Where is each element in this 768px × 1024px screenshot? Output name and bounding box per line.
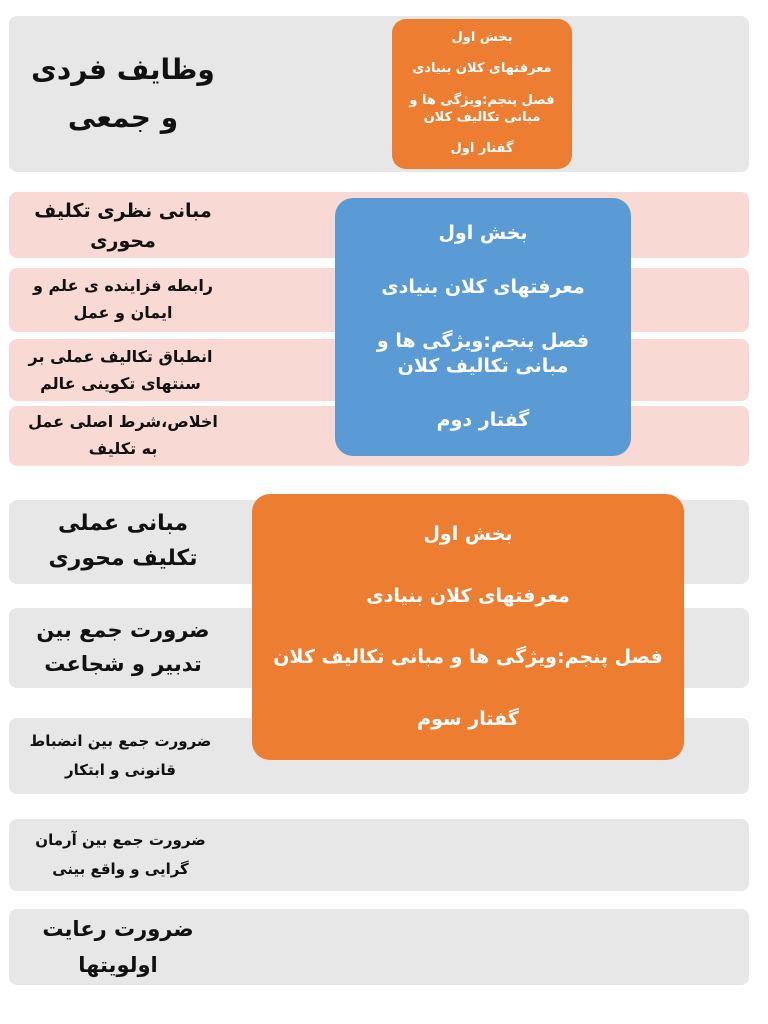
card2-talk: گفتار دوم xyxy=(436,409,530,432)
section3-item-4: ضرورت جمع بین آرمان گرایی و واقع بینی xyxy=(35,831,206,878)
card1-talk: گفتار اول xyxy=(450,140,514,156)
section3-item-3: ضرورت جمع بین انضباط قانونی و ابتکار xyxy=(29,732,212,779)
card3-talk: گفتار سوم xyxy=(417,707,519,730)
section2-item-3: انطباق تکالیف عملی بر سنتهای تکوینی عالم xyxy=(28,347,213,394)
section3-item-1: مبانی عملی تکلیف محوری xyxy=(48,511,198,572)
section1-card xyxy=(392,19,572,169)
card2-knowledge: معرفتهای کلان بنیادی xyxy=(381,276,585,299)
card3-part: بخش اول xyxy=(423,523,513,546)
card1-chapter: فصل پنجم:ویژگی ها و مبانی تکالیف کلان xyxy=(409,92,555,125)
card3-chapter: فصل پنجم:ویژگی ها و مبانی تکالیف کلان xyxy=(273,646,663,669)
section2-item-1: مبانی نظری تکلیف محوری xyxy=(34,200,212,253)
section1-title: وظایف فردی و جمعی xyxy=(31,53,215,134)
section2-card xyxy=(335,198,631,456)
card2-chapter: فصل پنجم:ویژگی ها و مبانی تکالیف کلان xyxy=(376,330,590,378)
card3-knowledge: معرفتهای کلان بنیادی xyxy=(366,584,570,607)
card1-knowledge: معرفتهای کلان بنیادی xyxy=(412,61,552,77)
card2-part: بخش اول xyxy=(438,221,528,244)
section3-item-2: ضرورت جمع بین تدبیر و شجاعت xyxy=(36,618,210,676)
section2-item-2: رابطه فزاینده ی علم و ایمان و عمل xyxy=(32,276,214,323)
card1-part: بخش اول xyxy=(451,30,513,46)
section2-item-4: اخلاص،شرط اصلی عمل به تکلیف xyxy=(28,412,218,459)
section3-card xyxy=(252,494,684,760)
section3-item-5: ضرورت رعایت اولویتها xyxy=(42,917,194,977)
